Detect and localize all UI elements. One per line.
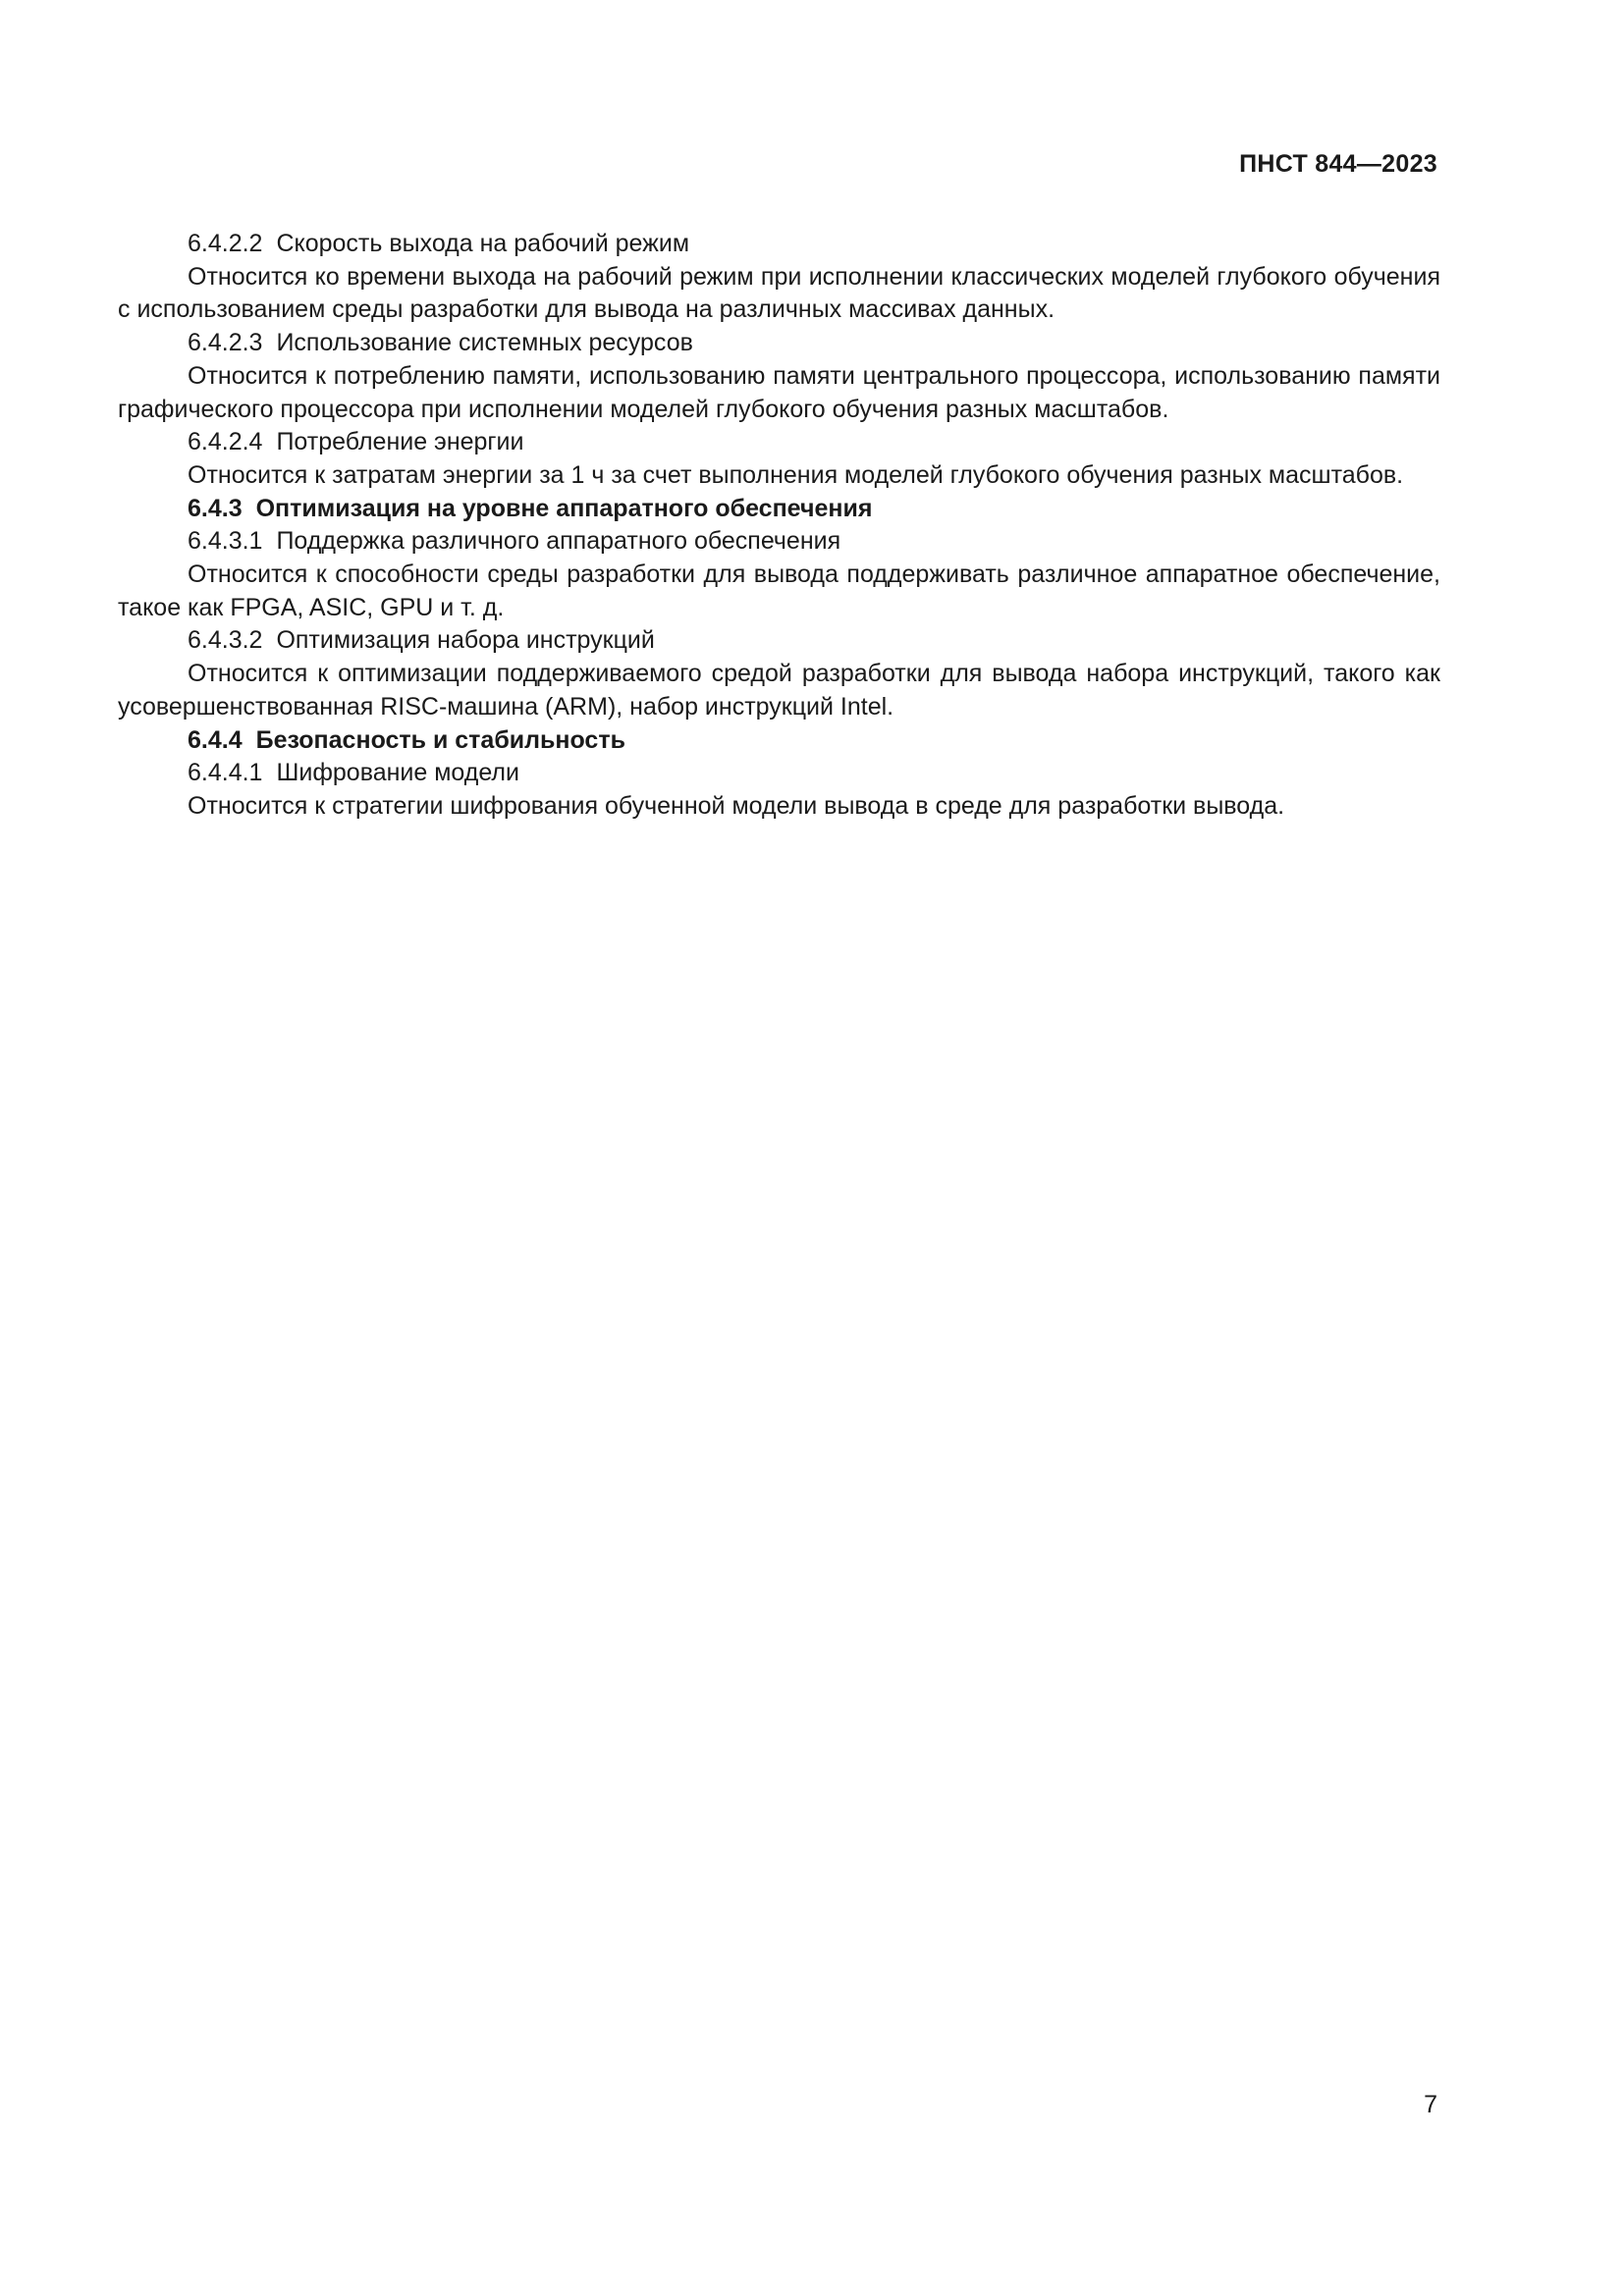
- subsection-title: Потребление энергии: [276, 428, 524, 456]
- section-title: Безопасность и стабильность: [255, 725, 625, 754]
- subsection-number: 6.4.3.1: [188, 527, 263, 556]
- subsection-heading-6-4-3-2: [118, 624, 1440, 658]
- subsection-heading-6-4-4-1: [118, 757, 1440, 790]
- subsection-number: 6.4.3.2: [188, 626, 263, 655]
- subsection-number: 6.4.4.1: [188, 759, 263, 787]
- paragraph: Относится к способности среды разработки для вывода поддерживать различное аппаратное обеспечение, такое как FPGA, ASIC, GPU и т. д.: [118, 561, 1440, 621]
- subsection-title: Поддержка различного аппаратного обеспечения: [276, 527, 841, 556]
- section-number: 6.4.4: [188, 725, 243, 754]
- paragraph: Относится к потреблению памяти, использованию памяти центрального процессора, использованию памяти графического процессора при исполнении моделей глубокого обучения разных масштабов.: [118, 361, 1440, 423]
- page-body: [118, 228, 1440, 824]
- subsection-heading-6-4-2-2: [118, 228, 1440, 261]
- document-id-header: ПНСТ 844—2023: [1239, 150, 1437, 178]
- subsection-title: Оптимизация набора инструкций: [276, 626, 655, 655]
- subsection-title: Шифрование модели: [276, 759, 519, 787]
- section-title: Оптимизация на уровне аппаратного обеспечения: [255, 494, 873, 522]
- subsection-heading-6-4-3-1: [118, 525, 1440, 559]
- subsection-heading-6-4-2-3: [118, 327, 1440, 360]
- page-number: 7: [1424, 2091, 1437, 2118]
- paragraph: Относится ко времени выхода на рабочий режим при исполнении классических моделей глубокого обучения с использованием среды разработки для вывода на различных массивах данных.: [118, 262, 1440, 324]
- subsection-title: Скорость выхода на рабочий режим: [276, 230, 690, 257]
- section-heading-6-4-3: [118, 493, 1440, 526]
- subsection-number: 6.4.2.4: [188, 428, 263, 456]
- paragraph: Относится к оптимизации поддерживаемого средой разработки для вывода набора инструкций, такого как усовершенствованная RISC-машина (ARM), набор инструкций Intel.: [118, 660, 1440, 721]
- paragraph: Относится к затратам энергии за 1 ч за счет выполнения моделей глубокого обучения разных масштабов.: [188, 460, 1404, 489]
- paragraph: Относится к стратегии шифрования обученной модели вывода в среде для разработки вывода.: [188, 791, 1285, 820]
- subsection-title: Использование системных ресурсов: [276, 329, 693, 357]
- subsection-number: 6.4.2.3: [188, 329, 263, 357]
- subsection-number: 6.4.2.2: [188, 230, 263, 257]
- section-number: 6.4.3: [188, 494, 243, 522]
- section-heading-6-4-4: [118, 724, 1440, 758]
- subsection-heading-6-4-2-4: [118, 426, 1440, 459]
